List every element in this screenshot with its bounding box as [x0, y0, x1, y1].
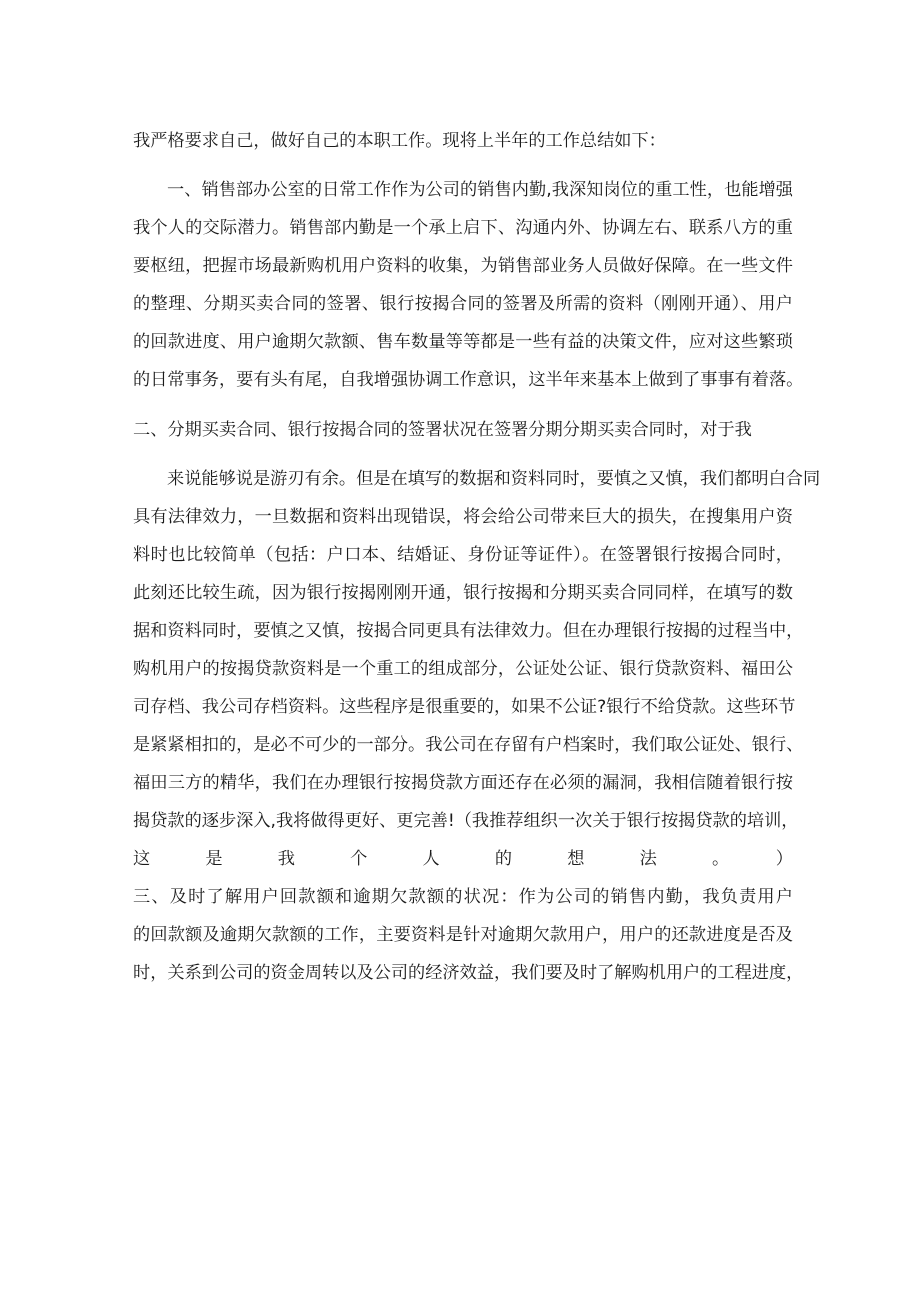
text-line: 的日常事务，要有头有尾，自我增强协调工作意识，这半年来基本上做到了事事有着落。: [133, 370, 804, 390]
text-line: 福田三方的精华，我们在办理银行按揭贷款方面还存在必须的漏洞，我相信随着银行按: [133, 773, 793, 793]
text-line: 购机用户的按揭贷款资料是一个重工的组成部分，公证处公证、银行贷款资料、福田公: [133, 659, 793, 679]
text-line: 时，关系到公司的资金周转以及公司的经济效益，我们要及时了解购机用户的工程进度，: [133, 963, 804, 983]
text-line: 此刻还比较生疏，因为银行按揭刚刚开通，银行按揭和分期买卖合同同样，在填写的数: [133, 583, 793, 603]
text-line: [133, 1084, 793, 1114]
text-line: 要枢纽，把握市场最新购机用户资料的收集，为销售部业务人员做好保障。在一些文件: [133, 256, 793, 276]
text-line: 我个人的交际潜力。销售部内勤是一个承上启下、沟通内外、协调左右、联系八方的重: [133, 218, 793, 238]
text-line: 揭贷款的逐步深入,我将做得更好、更完善!（我推荐组织一次关于银行按揭贷款的培训，: [133, 811, 799, 831]
text-line: 据和资料同时，要慎之又慎，按揭合同更具有法律效力。但在办理银行按揭的过程当中，: [133, 621, 804, 641]
text-line: 司存档、我公司存档资料。这些程序是很重要的，如果不公证?银行不给贷款。这些环节: [133, 697, 796, 717]
text-line: 是紧紧相扣的，是必不可少的一部分。我公司在存留有户档案时，我们取公证处、银行、: [133, 735, 804, 755]
text-line: 二、分期买卖合同、银行按揭合同的签署状况在签署分期分期买卖合同时，对于我: [133, 420, 752, 440]
text-line: 的回款额及逾期欠款额的工作，主要资料是针对逾期欠款用户，用户的还款进度是否及: [133, 925, 793, 945]
text-line: 这是我个人的想法。）: [133, 849, 793, 869]
text-line: 具有法律效力，一旦数据和资料出现错误，将会给公司带来巨大的损失，在搜集用户资: [133, 507, 793, 527]
text-line: 的回款进度、用户逾期欠款额、售车数量等等都是一些有益的决策文件，应对这些繁琐: [133, 332, 793, 352]
text-line: 来说能够说是游刃有余。但是在填写的数据和资料同时，要慎之又慎，我们都明白合同: [167, 469, 821, 489]
text-line: 我严格要求自己，做好自己的本职工作。现将上半年的工作总结如下：: [133, 131, 666, 151]
text-line: 三、及时了解用户回款额和逾期欠款额的状况：作为公司的销售内勤，我负责用户: [133, 887, 793, 907]
text-line: [167, 1008, 793, 1038]
text-line: 料时也比较简单（包括：户口本、结婚证、身份证等证件）。在签署银行按揭合同时，: [133, 545, 793, 565]
text-line: 的整理、分期买卖合同的签署、银行按揭合同的签署及所需的资料（刚刚开通）、用户: [133, 294, 793, 314]
text-line: 一、销售部办公室的日常工作作为公司的销售内勤,我深知岗位的重工性，也能增强: [167, 180, 793, 200]
text-line: [133, 1046, 793, 1076]
